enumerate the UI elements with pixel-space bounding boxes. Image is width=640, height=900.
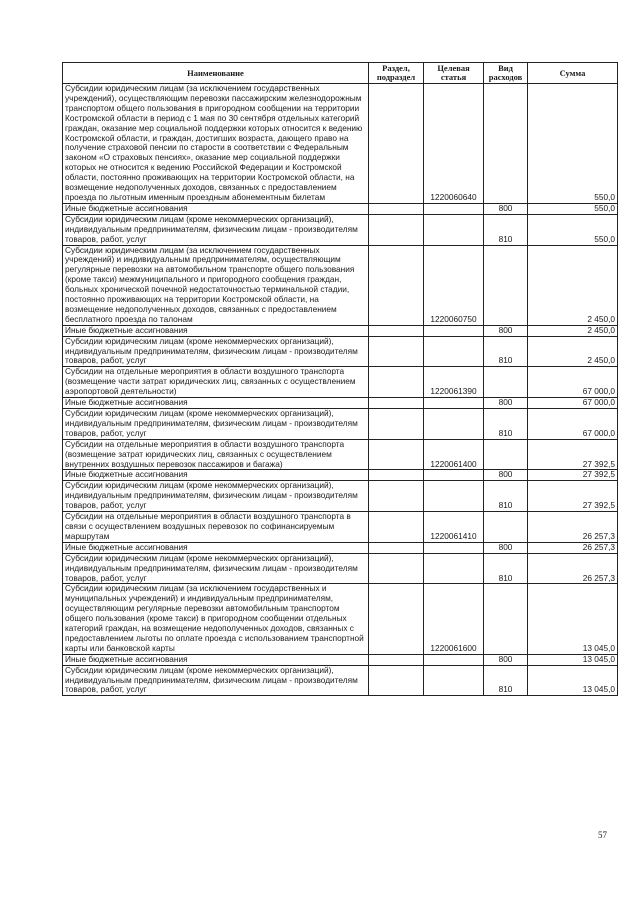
row-name-cell: Иные бюджетные ассигнования xyxy=(63,654,369,665)
row-sum-cell: 27 392,5 xyxy=(528,481,618,512)
row-expense-type-cell: 800 xyxy=(484,398,528,409)
row-target-article-cell xyxy=(424,481,484,512)
row-sum-cell: 27 392,5 xyxy=(528,470,618,481)
row-name-cell: Субсидии на отдельные мероприятия в области воздушного транспорта в связи с осуществлением воздушных перевозок по софинансируемым маршрутам xyxy=(63,512,369,543)
row-razdel-cell xyxy=(369,398,424,409)
row-target-article-cell: 1220061390 xyxy=(424,367,484,398)
row-razdel-cell xyxy=(369,470,424,481)
header-sum: Сумма xyxy=(528,63,618,84)
row-expense-type-cell xyxy=(484,439,528,470)
row-expense-type-cell xyxy=(484,512,528,543)
row-expense-type-cell: 800 xyxy=(484,542,528,553)
row-expense-type-cell: 810 xyxy=(484,481,528,512)
table-row xyxy=(63,409,618,440)
row-target-article-cell: 1220061410 xyxy=(424,512,484,543)
table-row xyxy=(63,553,618,584)
row-razdel-cell xyxy=(369,245,424,325)
row-sum-cell: 26 257,3 xyxy=(528,553,618,584)
row-sum-cell: 13 045,0 xyxy=(528,584,618,654)
row-sum-cell: 26 257,3 xyxy=(528,512,618,543)
row-target-article-cell: 1220061600 xyxy=(424,584,484,654)
row-razdel-cell xyxy=(369,84,424,204)
row-name-cell: Иные бюджетные ассигнования xyxy=(63,470,369,481)
row-razdel-cell xyxy=(369,325,424,336)
row-razdel-cell xyxy=(369,584,424,654)
row-name-cell: Иные бюджетные ассигнования xyxy=(63,325,369,336)
row-sum-cell: 67 000,0 xyxy=(528,409,618,440)
row-name-cell: Иные бюджетные ассигнования xyxy=(63,398,369,409)
table-row xyxy=(63,84,618,204)
table-row xyxy=(63,481,618,512)
row-name-cell: Субсидии юридическим лицам (кроме некоммерческих организаций), индивидуальным предпринимателям, физическим лицам - производителям товаров, работ, услуг xyxy=(63,553,369,584)
row-name-cell: Субсидии юридическим лицам (кроме некоммерческих организаций), индивидуальным предпринимателям, физическим лицам - производителям товаров, работ, услуг xyxy=(63,481,369,512)
row-razdel-cell xyxy=(369,214,424,245)
row-name-cell: Иные бюджетные ассигнования xyxy=(63,542,369,553)
row-name-cell: Субсидии юридическим лицам (за исключением государственных учреждений), осуществляющим перевозки пассажирским железнодорожным транспортом общего пользования в пригородном сообщении на территории Костромской области в период с 1 мая по 30 сентября отдельных категорий граждан, оказание мер социальной поддержки которых относится к ведению Костромской области, и граждан, достигших возраста, дающего право на получение страховой пенсии по старости в соответствии с Федеральным законом «О страховых пенсиях», оказание мер социальной поддержки которых не относится к ведению Российской Федерации и Костромской области, постоянно проживающих на территории Костромской области, на возмещение недополученных доходов, связанных с предоставлением проезда по льготным именным проездным абонементным билетам xyxy=(63,84,369,204)
table-row xyxy=(63,245,618,325)
row-razdel-cell xyxy=(369,553,424,584)
row-target-article-cell xyxy=(424,665,484,696)
row-sum-cell: 67 000,0 xyxy=(528,367,618,398)
table-row xyxy=(63,325,618,336)
row-name-cell: Субсидии юридическим лицам (кроме некоммерческих организаций), индивидуальным предпринимателям, физическим лицам - производителям товаров, работ, услуг xyxy=(63,409,369,440)
table-row xyxy=(63,367,618,398)
row-expense-type-cell xyxy=(484,245,528,325)
table-row xyxy=(63,584,618,654)
row-name-cell: Субсидии на отдельные мероприятия в области воздушного транспорта (возмещение части затрат юридических лиц, связанных с осуществлением аэропортовой деятельности) xyxy=(63,367,369,398)
table-row xyxy=(63,470,618,481)
row-expense-type-cell: 810 xyxy=(484,665,528,696)
row-sum-cell: 550,0 xyxy=(528,214,618,245)
row-target-article-cell xyxy=(424,470,484,481)
row-expense-type-cell xyxy=(484,367,528,398)
table-row xyxy=(63,398,618,409)
row-target-article-cell xyxy=(424,553,484,584)
table-row xyxy=(63,654,618,665)
row-sum-cell: 550,0 xyxy=(528,203,618,214)
row-target-article-cell xyxy=(424,214,484,245)
row-expense-type-cell xyxy=(484,84,528,204)
table-header xyxy=(63,63,618,84)
table-body xyxy=(63,84,618,696)
row-razdel-cell xyxy=(369,336,424,367)
row-razdel-cell xyxy=(369,542,424,553)
row-sum-cell: 550,0 xyxy=(528,84,618,204)
row-razdel-cell xyxy=(369,439,424,470)
budget-table xyxy=(62,62,618,696)
row-sum-cell: 13 045,0 xyxy=(528,654,618,665)
table-row xyxy=(63,439,618,470)
row-expense-type-cell xyxy=(484,584,528,654)
header-expense-type: Вид расходов xyxy=(484,63,528,84)
row-target-article-cell xyxy=(424,336,484,367)
row-razdel-cell xyxy=(369,203,424,214)
row-name-cell: Субсидии юридическим лицам (за исключением государственных учреждений) и индивидуальным предпринимателям, осуществляющим регулярные перевозки на автомобильном транспорте общего пользования (кроме такси) межмуниципального и пригородного сообщения граждан, больных хронической почечной недостаточностью терминальной стадии, постоянно проживающих на территории Костромской области, на возмещение недополученных доходов, связанных с предоставлением бесплатного проезда по талонам xyxy=(63,245,369,325)
row-expense-type-cell: 800 xyxy=(484,654,528,665)
table-row xyxy=(63,542,618,553)
row-target-article-cell xyxy=(424,398,484,409)
row-sum-cell: 13 045,0 xyxy=(528,665,618,696)
row-name-cell: Субсидии юридическим лицам (кроме некоммерческих организаций), индивидуальным предпринимателям, физическим лицам - производителям товаров, работ, услуг xyxy=(63,336,369,367)
row-target-article-cell xyxy=(424,654,484,665)
row-sum-cell: 2 450,0 xyxy=(528,245,618,325)
row-razdel-cell xyxy=(369,512,424,543)
table-row xyxy=(63,336,618,367)
row-name-cell: Иные бюджетные ассигнования xyxy=(63,203,369,214)
row-name-cell: Субсидии на отдельные мероприятия в области воздушного транспорта (возмещение затрат юридических лиц, связанных с осуществлением внутренних воздушных перевозок пассажиров и багажа) xyxy=(63,439,369,470)
row-expense-type-cell: 800 xyxy=(484,470,528,481)
row-sum-cell: 2 450,0 xyxy=(528,325,618,336)
row-razdel-cell xyxy=(369,481,424,512)
row-razdel-cell xyxy=(369,654,424,665)
table-row xyxy=(63,512,618,543)
row-target-article-cell xyxy=(424,325,484,336)
row-expense-type-cell: 810 xyxy=(484,214,528,245)
table-row xyxy=(63,665,618,696)
table-row xyxy=(63,203,618,214)
header-razdel: Раздел, подраздел xyxy=(369,63,424,84)
row-expense-type-cell: 800 xyxy=(484,203,528,214)
document-page xyxy=(62,62,617,696)
row-name-cell: Субсидии юридическим лицам (кроме некоммерческих организаций), индивидуальным предпринимателям, физическим лицам - производителям товаров, работ, услуг xyxy=(63,665,369,696)
row-target-article-cell: 1220060640 xyxy=(424,84,484,204)
row-target-article-cell: 1220060750 xyxy=(424,245,484,325)
page-number: 57 xyxy=(598,830,607,840)
row-target-article-cell xyxy=(424,203,484,214)
row-sum-cell: 27 392,5 xyxy=(528,439,618,470)
row-expense-type-cell: 810 xyxy=(484,336,528,367)
table-row xyxy=(63,214,618,245)
row-target-article-cell: 1220061400 xyxy=(424,439,484,470)
row-expense-type-cell: 800 xyxy=(484,325,528,336)
header-name: Наименование xyxy=(63,63,369,84)
row-target-article-cell xyxy=(424,542,484,553)
row-sum-cell: 2 450,0 xyxy=(528,336,618,367)
row-name-cell: Субсидии юридическим лицам (за исключением государственных и муниципальных учреждений) и индивидуальным предпринимателям, осуществляющим регулярные перевозки автомобильным транспортом общего пользования (кроме такси) в пригородном сообщении отдельных категорий граждан, на возмещение недополученных доходов, связанных с предоставлением льготы по оплате проезда с использованием транспортной карты или банковской карты xyxy=(63,584,369,654)
header-target-article: Целевая статья xyxy=(424,63,484,84)
row-razdel-cell xyxy=(369,409,424,440)
row-razdel-cell xyxy=(369,367,424,398)
row-razdel-cell xyxy=(369,665,424,696)
row-sum-cell: 26 257,3 xyxy=(528,542,618,553)
row-name-cell: Субсидии юридическим лицам (кроме некоммерческих организаций), индивидуальным предпринимателям, физическим лицам - производителям товаров, работ, услуг xyxy=(63,214,369,245)
row-target-article-cell xyxy=(424,409,484,440)
row-expense-type-cell: 810 xyxy=(484,409,528,440)
row-sum-cell: 67 000,0 xyxy=(528,398,618,409)
row-expense-type-cell: 810 xyxy=(484,553,528,584)
